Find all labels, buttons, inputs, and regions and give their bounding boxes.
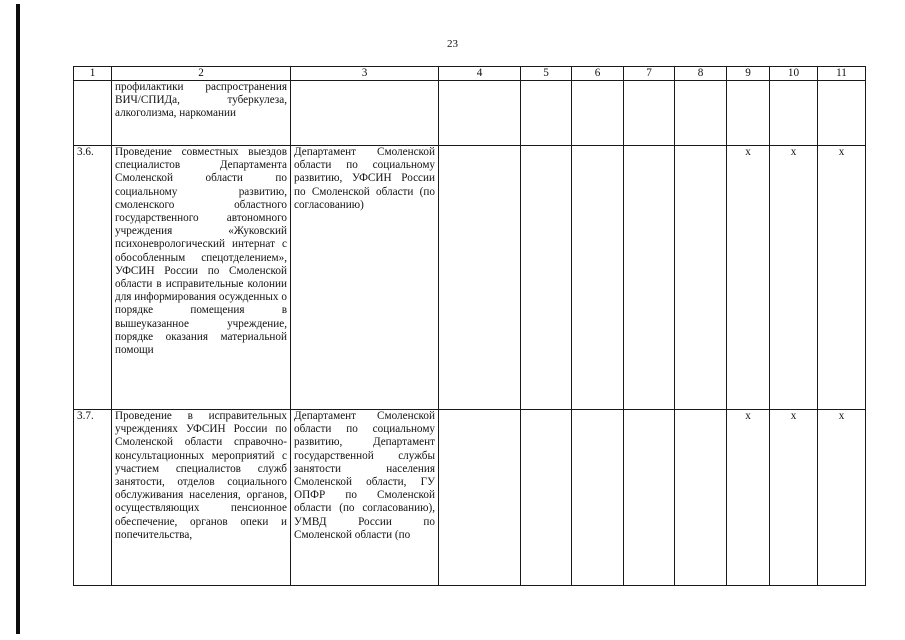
mark-cell <box>521 146 572 410</box>
mark-cell: x <box>818 410 866 586</box>
mark-cell <box>572 146 624 410</box>
scan-edge-bar <box>16 4 20 634</box>
column-number: 3 <box>291 67 439 81</box>
column-number: 10 <box>770 67 818 81</box>
column-number: 11 <box>818 67 866 81</box>
mark-cell: x <box>727 410 770 586</box>
column-number: 8 <box>675 67 727 81</box>
mark-cell <box>624 410 675 586</box>
mark-cell: x <box>770 410 818 586</box>
column-number: 1 <box>74 67 112 81</box>
column-number: 4 <box>439 67 521 81</box>
executor-cell <box>291 81 439 146</box>
mark-cell <box>675 410 727 586</box>
column-number: 6 <box>572 67 624 81</box>
plan-table <box>73 66 866 586</box>
executor-cell: Департамент Смоленской области по социальному развитию, УФСИН России по Смоленской области (по согласованию) <box>291 146 439 410</box>
mark-cell <box>624 146 675 410</box>
item-number <box>74 81 112 146</box>
table-row <box>74 146 866 410</box>
mark-cell <box>624 81 675 146</box>
mark-cell <box>572 81 624 146</box>
mark-cell <box>521 410 572 586</box>
table-row <box>74 81 866 146</box>
table-row <box>74 410 866 586</box>
mark-cell <box>818 81 866 146</box>
mark-cell: x <box>770 146 818 410</box>
column-number: 5 <box>521 67 572 81</box>
item-number: 3.6. <box>74 146 112 410</box>
mark-cell <box>675 81 727 146</box>
action-cell: Проведение совместных выездов специалистов Департамента Смоленской области по социальному развитию, смоленского областного государственного автономного учреждения «Жуковский психоневрологический интернат с обособленным спецотделением», УФСИН России по Смоленской области в исправительные колонии для информирования осужденных о порядке помещения в вышеуказанное учреждение, порядке оказания материальной помощи <box>112 146 291 410</box>
executor-cell: Департамент Смоленской области по социальному развитию, Департамент государственной службы занятости населения Смоленской области, ГУ ОПФР по Смоленской области (по согласованию), УМВД России по Смоленской области (по <box>291 410 439 586</box>
mark-cell <box>727 81 770 146</box>
mark-cell <box>521 81 572 146</box>
mark-cell <box>439 410 521 586</box>
mark-cell: x <box>818 146 866 410</box>
action-cell: профилактики распространения ВИЧ/СПИДа, туберкулеза, алкоголизма, наркомании <box>112 81 291 146</box>
column-number-row <box>74 67 866 81</box>
mark-cell: x <box>727 146 770 410</box>
mark-cell <box>770 81 818 146</box>
column-number: 9 <box>727 67 770 81</box>
mark-cell <box>675 146 727 410</box>
item-number: 3.7. <box>74 410 112 586</box>
action-cell: Проведение в исправительных учреждениях УФСИН России по Смоленской области справочно-консультационных мероприятий с участием специалистов служб занятости, отделов социального обслуживания населения, органов, осуществляющих пенсионное обеспечение, органов опеки и попечительства, <box>112 410 291 586</box>
mark-cell <box>572 410 624 586</box>
column-number: 7 <box>624 67 675 81</box>
mark-cell <box>439 146 521 410</box>
page-number: 23 <box>447 38 458 50</box>
column-number: 2 <box>112 67 291 81</box>
mark-cell <box>439 81 521 146</box>
